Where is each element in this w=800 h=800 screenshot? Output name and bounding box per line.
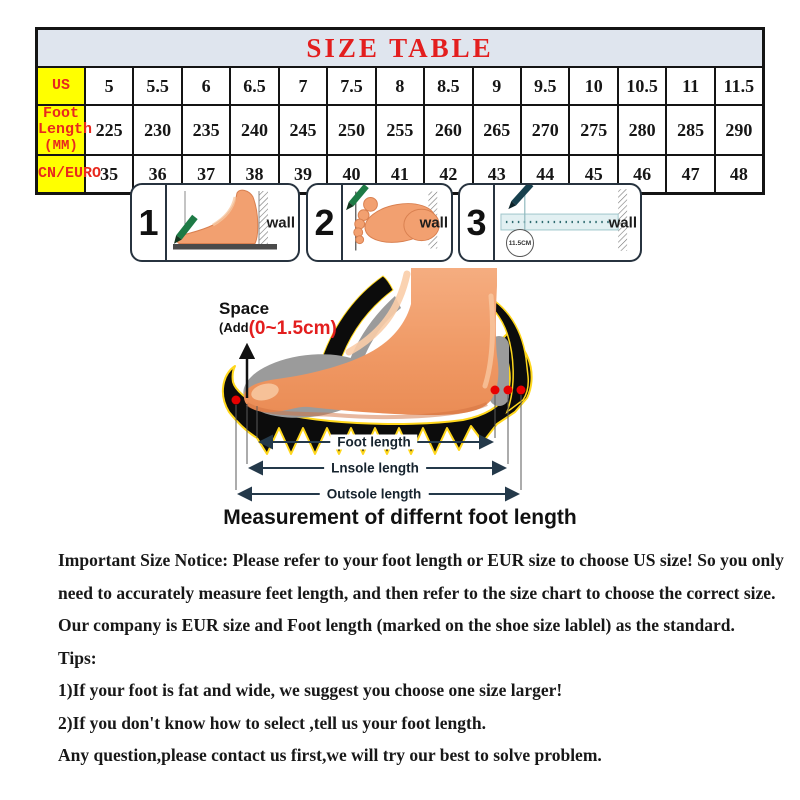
cn-euro-cell: 48	[715, 155, 764, 194]
foot-length-cell: 290	[715, 105, 764, 155]
size-table	[35, 27, 765, 195]
foot-length-cell: 250	[327, 105, 375, 155]
tips-heading: Tips:	[58, 647, 97, 668]
space-title: Space	[219, 299, 270, 318]
measure-step-2-panel	[306, 183, 453, 262]
table-row-foot-length	[37, 105, 764, 155]
us-size-cell: 6	[182, 67, 230, 105]
table-row-us	[37, 67, 764, 105]
space-prefix: (Add	[219, 320, 249, 335]
row-header-us: US	[37, 67, 85, 105]
foot-length-cell: 230	[133, 105, 181, 155]
cn-euro-cell: 35	[85, 155, 133, 194]
us-size-cell: 6.5	[230, 67, 278, 105]
section-heading: Measurement of differnt foot length	[223, 506, 577, 529]
notice-line: need to accurately measure feet length, and then refer to the size chart to choose the correct size.	[58, 582, 776, 603]
outsole-length-label: Outsole length	[320, 487, 429, 502]
insole-length-label: Lnsole length	[324, 461, 426, 476]
foot-length-cell: 255	[376, 105, 424, 155]
cn-euro-cell: 41	[376, 155, 424, 194]
cn-euro-cell: 44	[521, 155, 569, 194]
cn-euro-cell: 42	[424, 155, 472, 194]
us-size-cell: 11.5	[715, 67, 764, 105]
foot-length-cell: 260	[424, 105, 472, 155]
cn-euro-cell: 45	[569, 155, 617, 194]
cn-euro-cell: 36	[133, 155, 181, 194]
ruler-measurement-badge: 11.5CM	[506, 229, 534, 257]
measure-step-1-panel	[130, 183, 300, 262]
foot-length-cell: 270	[521, 105, 569, 155]
us-size-cell: 7	[279, 67, 327, 105]
cn-euro-cell: 37	[182, 155, 230, 194]
us-size-cell: 11	[666, 67, 714, 105]
tip-line: 1)If your foot is fat and wide, we suggest you choose one size larger!	[58, 680, 563, 700]
foot-measurement-diagram	[185, 266, 605, 508]
cn-euro-cell: 47	[666, 155, 714, 194]
row-header-cn-euro: CN/EURO	[37, 155, 85, 194]
cn-euro-cell: 38	[230, 155, 278, 194]
wall-label: wall	[608, 214, 637, 231]
foot-length-cell: 225	[85, 105, 133, 155]
size-notice-text	[58, 544, 784, 772]
row-header-foot-length: Foot Length (MM)	[38, 105, 93, 154]
notice-line: Our company is EUR size and Foot length (marked on the shoe size lablel) as the standard.	[58, 615, 735, 635]
table-title-row	[37, 29, 764, 68]
us-size-cell: 5	[85, 67, 133, 105]
us-size-cell: 8	[376, 67, 424, 105]
us-size-cell: 10	[569, 67, 617, 105]
pencil-icon	[506, 185, 533, 211]
us-size-cell: 5.5	[133, 67, 181, 105]
us-size-cell: 9	[473, 67, 521, 105]
cn-euro-cell: 43	[473, 155, 521, 194]
space-annotation	[219, 300, 337, 338]
us-size-cell: 10.5	[618, 67, 666, 105]
foot-length-cell: 275	[569, 105, 617, 155]
us-size-cell: 9.5	[521, 67, 569, 105]
table-title-cell	[37, 29, 764, 68]
step-number: 1	[132, 185, 167, 260]
step-number: 3	[460, 185, 495, 260]
us-size-cell: 7.5	[327, 67, 375, 105]
wall-label: wall	[266, 214, 295, 231]
foot-length-cell: 280	[618, 105, 666, 155]
foot-length-cell: 240	[230, 105, 278, 155]
contact-line: Any question,please contact us first,we will try our best to solve problem.	[58, 745, 602, 765]
cn-euro-cell: 46	[618, 155, 666, 194]
page-title: SIZE TABLE	[306, 32, 494, 63]
measure-step-3-panel	[458, 183, 642, 262]
foot-length-cell: 285	[666, 105, 714, 155]
foot-length-cell: 235	[182, 105, 230, 155]
foot-length-label: Foot length	[330, 435, 417, 450]
tip-line: 2)If you don't know how to select ,tell us your foot length.	[58, 712, 486, 733]
notice-line: Important Size Notice: Please refer to your foot length or EUR size to choose US size! So you only	[58, 550, 784, 570]
us-size-cell: 8.5	[424, 67, 472, 105]
cn-euro-cell: 40	[327, 155, 375, 194]
cn-euro-cell: 39	[279, 155, 327, 194]
wall-label: wall	[419, 214, 448, 231]
foot-length-cell: 245	[279, 105, 327, 155]
foot-length-cell: 265	[473, 105, 521, 155]
step-number: 2	[308, 185, 343, 260]
space-value: (0~1.5cm)	[248, 318, 337, 339]
